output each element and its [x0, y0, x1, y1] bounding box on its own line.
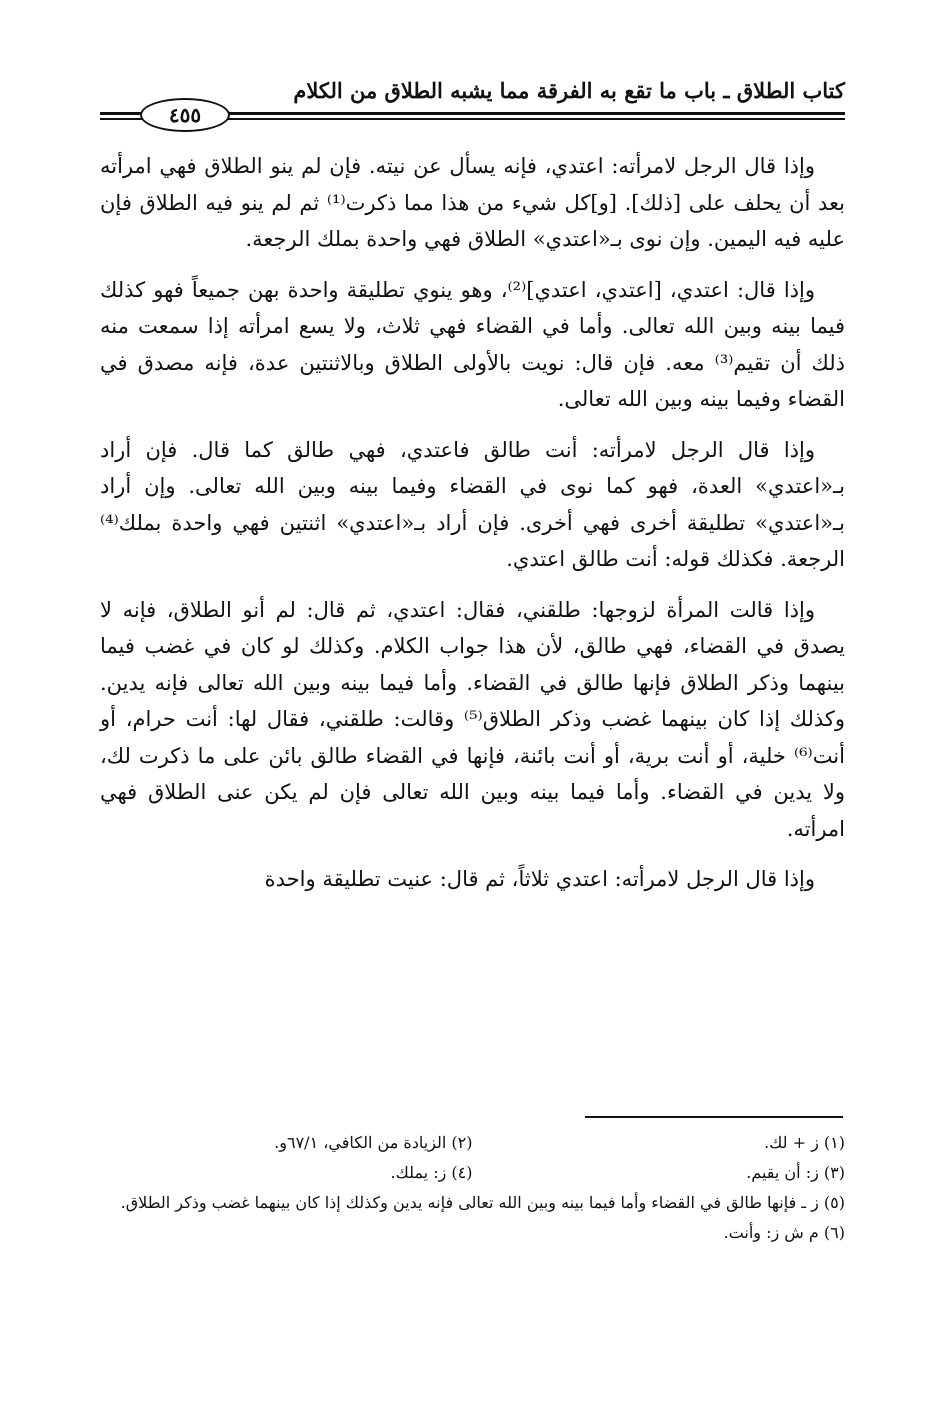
- paragraph: وإذا قال الرجل لامرأته: أنت طالق فاعتدي، فهي طالق كما قال. فإن أراد بـ«اعتدي» العدة، فهو كما نوى في القضاء وفيما بينه وبين الله تعالى. وإن أراد بـ«اعتدي» تطليقة أخرى فهي أخرى. فإن أراد بـ«اعتدي» اثنتين فهي واحدة بملك⁽⁴⁾ الرجعة. فكذلك قوله: أنت طالق اعتدي.: [100, 437, 845, 571]
- page-number-badge: ٤٥٥: [140, 98, 230, 132]
- footnote-separator: [585, 1116, 843, 1118]
- footnote-1: (١) ز + لك.: [764, 1133, 845, 1152]
- paragraph: وإذا قال الرجل لامرأته: اعتدي، فإنه يسأل عن نيته. فإن لم ينو الطلاق فهي امرأته بعد أن يحلف على [ذلك]. [و]كل شيء من هذا مما ذكرت⁽¹⁾ ثم لم ينو فيه الطلاق فإن عليه فيه اليمين. وإن نوى بـ«اعتدي» الطلاق فهي واحدة بملك الرجعة.: [100, 154, 845, 251]
- paragraph: وإذا قال الرجل لامرأته: اعتدي ثلاثاً، ثم قال: عنيت تطليقة واحدة: [264, 867, 815, 891]
- footnote-row: [100, 1130, 845, 1156]
- running-title: كتاب الطلاق ـ باب ما تقع به الفرقة مما يشبه الطلاق من الكلام: [293, 78, 845, 103]
- main-text: [100, 148, 845, 912]
- page-header: [100, 70, 845, 130]
- footnotes: [100, 1130, 845, 1250]
- footnote-5: (٥) ز ـ فإنها طالق في القضاء وأما فيما بينه وبين الله تعالى فإنه يدين وكذلك إذا كان بينهما غضب وذكر الطلاق.: [120, 1193, 845, 1212]
- footnote-4: (٤) ز: يملك.: [390, 1163, 473, 1182]
- footnote-2: (٢) الزيادة من الكافي، ٦٧/١و.: [274, 1133, 473, 1152]
- footnote-3: (٣) ز: أن يقيم.: [746, 1163, 845, 1182]
- paragraph: وإذا قالت المرأة لزوجها: طلقني، فقال: اعتدي، ثم قال: لم أنو الطلاق، فإنه لا يصدق في القضاء، فهي طالق، لأن هذا جواب الكلام. وكذلك لو كان في غضب فيما بينهما وذكر الطلاق فإنها طالق في القضاء. وأما فيما بينه وبين الله تعالى فإنه يدين. وكذلك إذا كان بينهما غضب وذكر الطلاق⁽⁵⁾ وقالت: طلقني، فقال لها: أنت حرام، أو أنت⁽⁶⁾ خلية، أو أنت برية، أو أنت بائنة، فإنها في القضاء طالق بائن على ما ذكرت لك، ولا يدين في القضاء. وأما فيما بينه وبين الله تعالى فإن لم يكن عنى الطلاق فهي امرأته.: [100, 597, 846, 841]
- paragraph: وإذا قال: اعتدي، [اعتدي، اعتدي]⁽²⁾، وهو ينوي تطليقة واحدة بهن جميعاً فهو كذلك فيما بينه وبين الله تعالى. وأما في القضاء فهي ثلاث، ولا يسع امرأته إذا سمعت منه ذلك أن تقيم⁽³⁾ معه. فإن قال: نويت بالأولى الطلاق وبالاثنتين عدة، فإنه مصدق في القضاء وفيما بينه وبين الله تعالى.: [100, 277, 845, 411]
- footnote-row: [100, 1160, 845, 1186]
- footnote-6: (٦) م ش ز: وأنت.: [723, 1223, 845, 1242]
